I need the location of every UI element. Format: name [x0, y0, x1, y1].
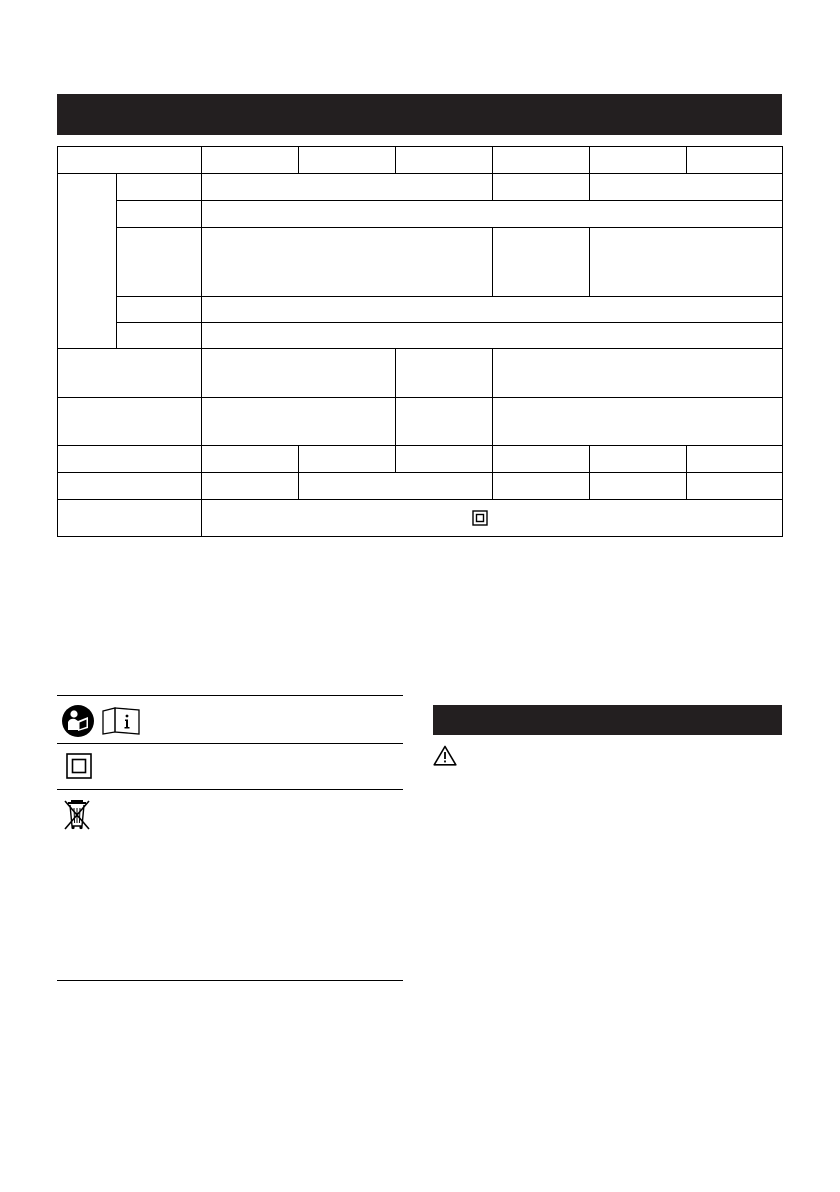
table-cell	[202, 473, 299, 500]
symbol-row-read-manual	[57, 695, 403, 743]
table-row	[58, 473, 783, 500]
table-row	[58, 297, 783, 323]
table-cell	[493, 473, 590, 500]
table-cell	[396, 398, 493, 446]
table-cell	[299, 473, 493, 500]
specifications-table	[57, 146, 783, 537]
table-row	[58, 446, 783, 473]
symbols-list	[57, 695, 403, 981]
table-row	[58, 398, 783, 446]
table-cell	[396, 349, 493, 398]
table-cell	[590, 446, 687, 473]
table-cell	[493, 228, 590, 297]
table-cell	[493, 174, 590, 201]
table-cell	[58, 398, 202, 446]
table-cell	[117, 174, 202, 201]
table-cell	[202, 398, 396, 446]
double-insulation-icon	[66, 753, 92, 779]
table-cell	[202, 446, 299, 473]
table-row	[58, 228, 783, 297]
table-cell	[202, 147, 299, 174]
table-cell	[687, 473, 783, 500]
table-cell	[58, 147, 202, 174]
double-insulation-icon	[472, 510, 488, 526]
table-cell	[117, 297, 202, 323]
table-cell	[117, 228, 202, 297]
safety-section-bar	[433, 705, 782, 735]
table-cell	[58, 500, 202, 537]
table-cell	[58, 174, 117, 349]
table-cell	[687, 446, 783, 473]
table-cell	[493, 446, 590, 473]
table-cell	[299, 446, 396, 473]
table-row	[58, 500, 783, 537]
specifications-header-bar	[57, 94, 782, 135]
read-manual-icon	[61, 704, 95, 738]
table-cell	[590, 228, 783, 297]
table-cell	[590, 147, 687, 174]
table-row	[58, 174, 783, 201]
table-cell	[396, 446, 493, 473]
table-cell	[202, 323, 783, 349]
table-cell	[117, 201, 202, 228]
warning-triangle-icon	[433, 745, 457, 766]
table-row	[58, 349, 783, 398]
info-book-icon	[101, 707, 141, 735]
table-cell	[202, 297, 783, 323]
symbol-row-double-insulation	[57, 743, 403, 789]
table-row	[58, 201, 783, 228]
symbol-row-weee	[57, 789, 403, 981]
table-cell	[687, 147, 783, 174]
table-row	[58, 147, 783, 174]
table-cell	[493, 398, 783, 446]
table-cell	[590, 174, 783, 201]
table-row	[58, 323, 783, 349]
table-cell	[58, 473, 202, 500]
table-cell	[299, 147, 396, 174]
table-cell	[58, 446, 202, 473]
table-cell	[493, 349, 783, 398]
crossed-out-bin-icon	[64, 798, 90, 830]
table-cell	[493, 147, 590, 174]
table-cell	[202, 201, 783, 228]
table-cell	[396, 147, 493, 174]
table-cell	[117, 323, 202, 349]
table-cell	[202, 349, 396, 398]
table-cell	[202, 228, 493, 297]
table-cell	[202, 500, 783, 537]
table-cell	[202, 174, 493, 201]
table-cell	[58, 349, 202, 398]
table-cell	[590, 473, 687, 500]
